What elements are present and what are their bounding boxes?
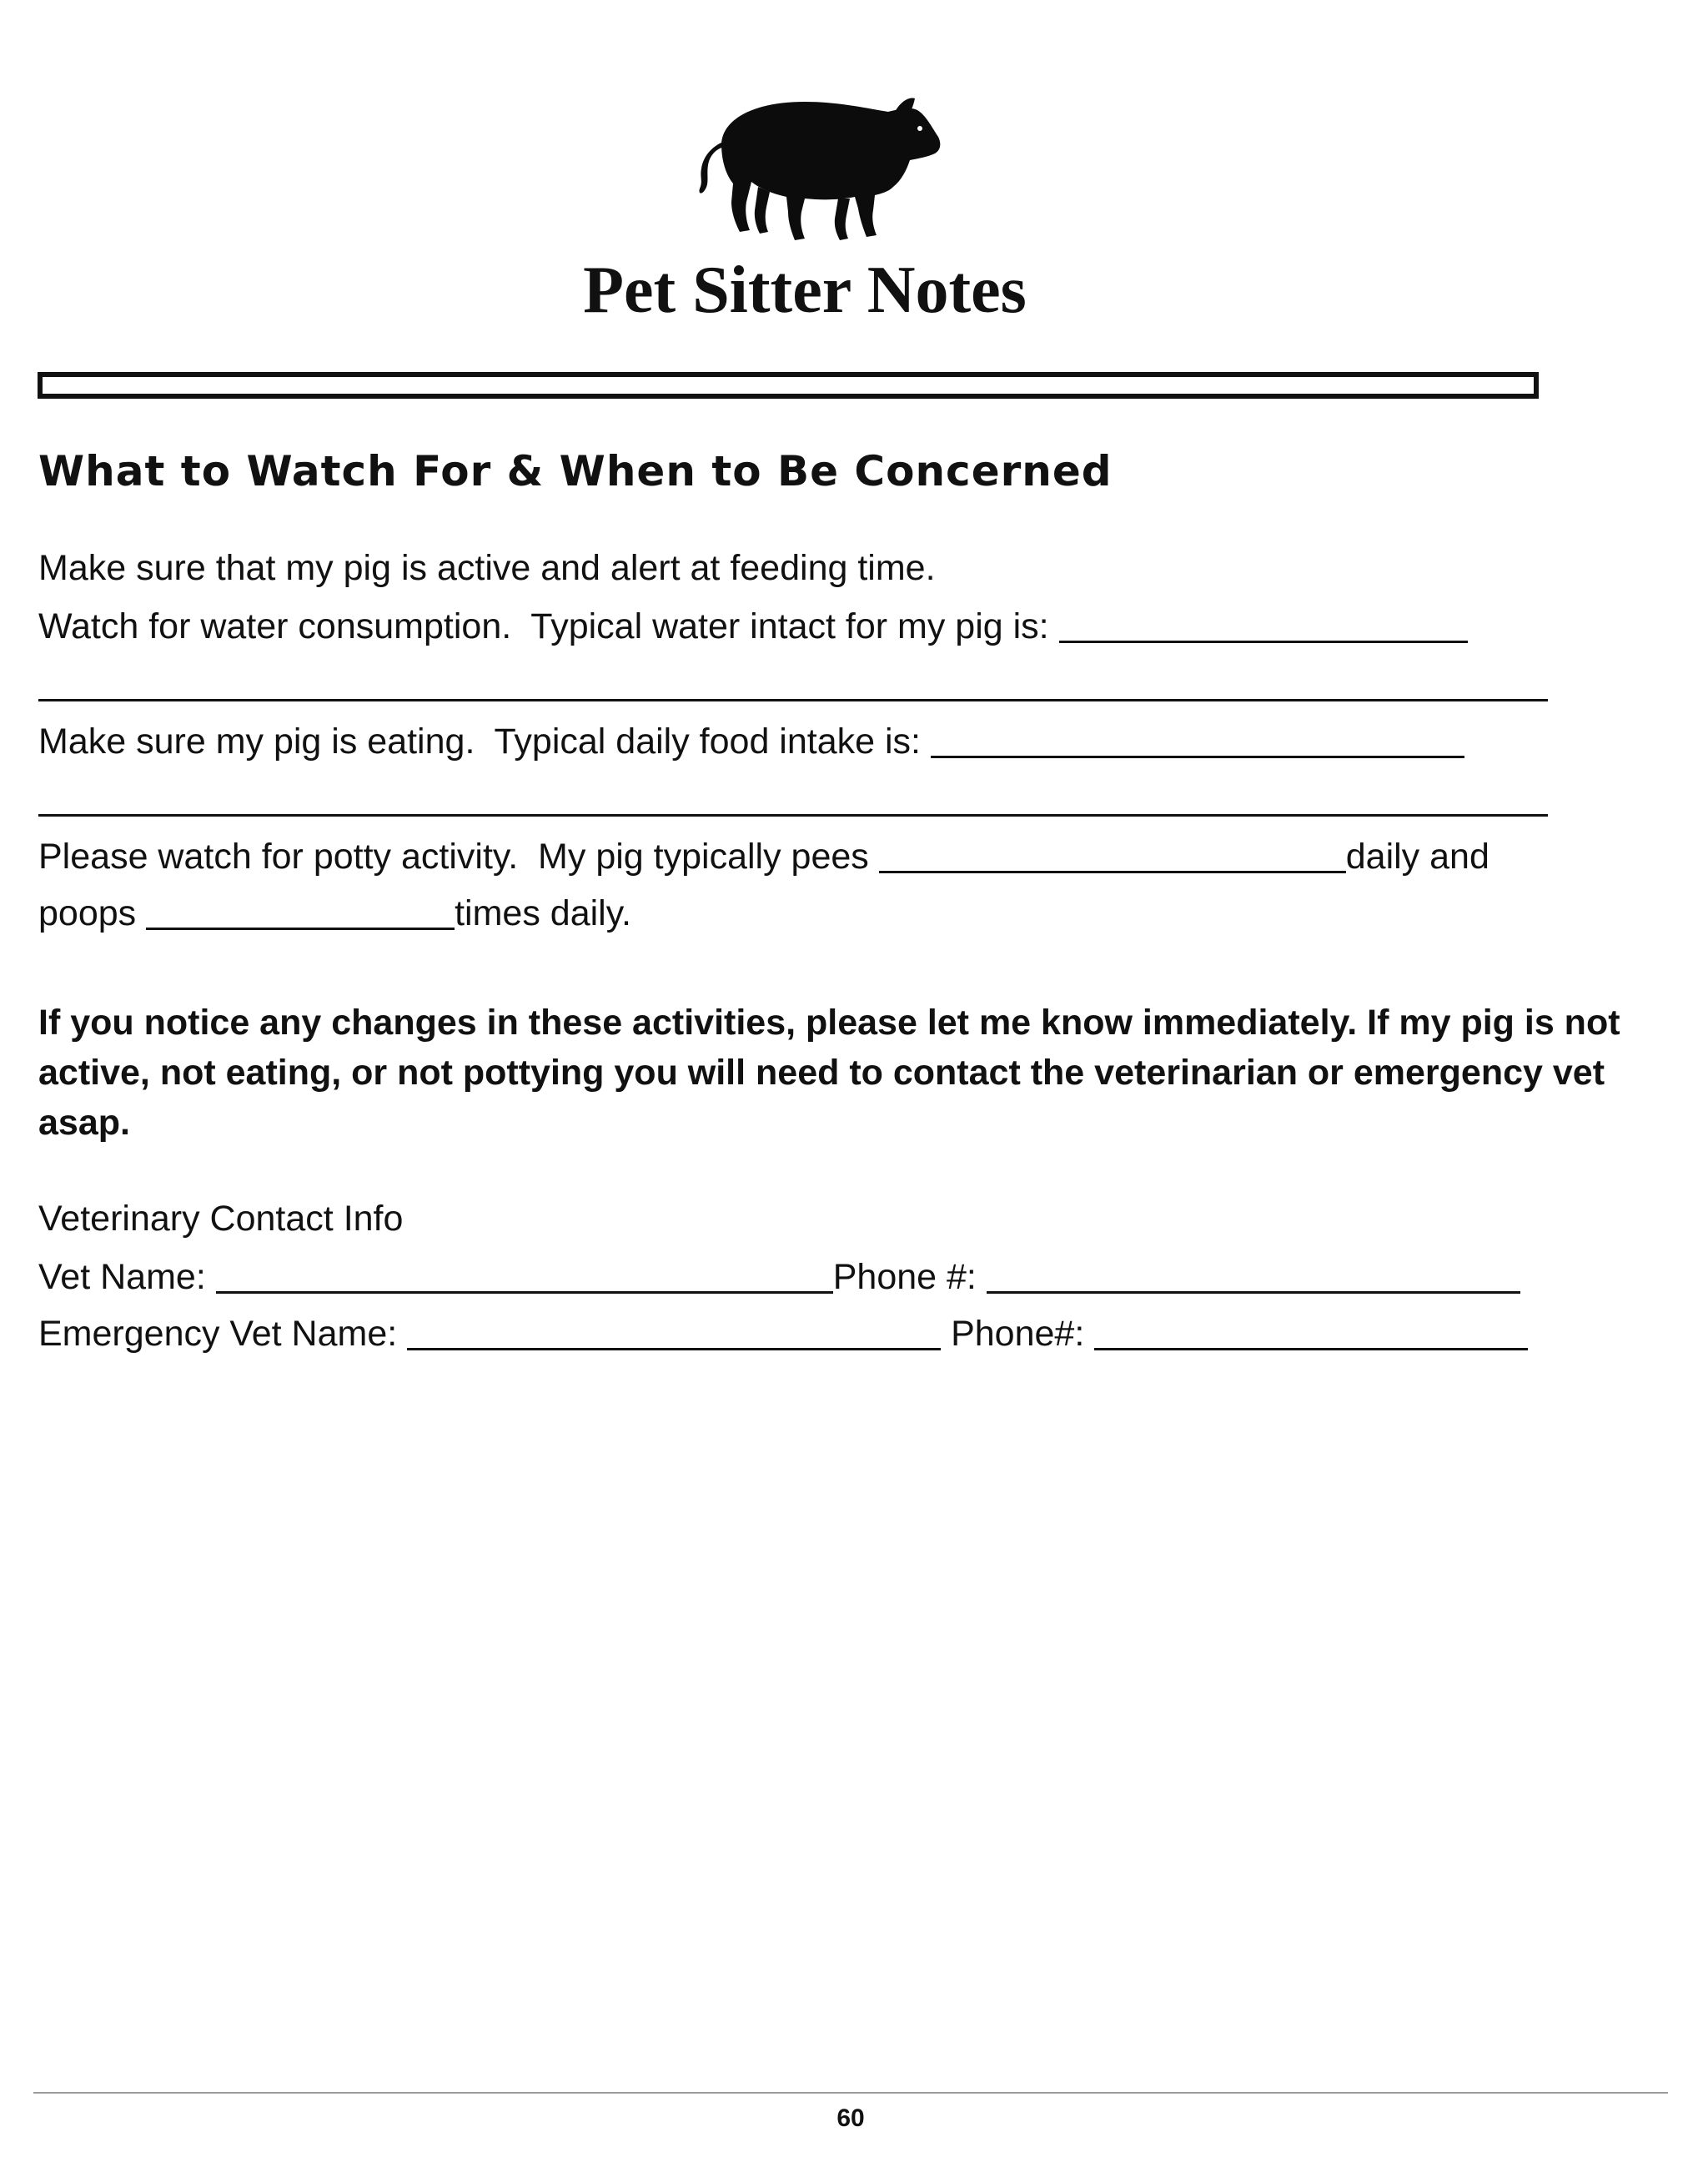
vet-phone-field[interactable] <box>987 1258 1520 1294</box>
vet-phone-label: Phone #: <box>832 1257 987 1297</box>
vet-name-field[interactable] <box>216 1258 833 1294</box>
water-text: Watch for water consumption. Typical water intact for my pig is: <box>38 606 1059 646</box>
active-instruction <box>38 548 936 588</box>
emergency-vet-name-field[interactable] <box>407 1315 941 1350</box>
emergency-vet-row <box>38 1315 1528 1352</box>
section-heading: What to Watch For & When to Be Concerned <box>38 447 1113 495</box>
poop-instruction <box>38 894 631 932</box>
potty-text-c: poops <box>38 893 147 933</box>
footer-rule <box>33 2092 1668 2094</box>
food-intake-field-continued[interactable] <box>38 781 1548 817</box>
title-box-rule <box>38 372 1539 399</box>
food-intake-field[interactable] <box>931 722 1464 758</box>
page-title: Pet Sitter Notes <box>583 254 1027 327</box>
contact-heading-text: Veterinary Contact Info <box>38 1199 404 1239</box>
potty-text-d: times daily. <box>455 893 631 933</box>
page-number: 60 <box>836 2104 865 2132</box>
concern-warning: If you notice any changes in these activities, please let me know immediately. If my pig is not active, not eating, or not pottying you will need to contact the veterinarian or emergency vet asap. <box>38 1003 1620 1143</box>
food-continuation-line <box>38 781 1548 818</box>
pig-silhouette-icon <box>688 93 955 252</box>
emergency-vet-label: Emergency Vet Name: <box>38 1314 408 1354</box>
vet-name-label: Vet Name: <box>38 1257 216 1297</box>
emergency-phone-field[interactable] <box>1094 1315 1528 1350</box>
water-continuation-line <box>38 666 1548 703</box>
poop-count-field[interactable] <box>146 894 455 930</box>
potty-text-a: Please watch for potty activity. My pig typically pees <box>38 837 879 877</box>
water-intake-field-continued[interactable] <box>38 666 1548 701</box>
water-instruction <box>38 607 1468 645</box>
active-text: Make sure that my pig is active and alert at feeding time. <box>38 548 936 588</box>
potty-instruction <box>38 837 1489 875</box>
water-intake-field[interactable] <box>1059 607 1468 643</box>
potty-text-b: daily and <box>1345 837 1489 877</box>
pee-count-field[interactable] <box>879 837 1346 873</box>
vet-contact-row <box>38 1258 1520 1295</box>
food-text: Make sure my pig is eating. Typical daily food intake is: <box>38 721 931 762</box>
food-instruction <box>38 722 1464 760</box>
contact-heading <box>38 1201 403 1237</box>
emergency-phone-label: Phone#: <box>941 1314 1095 1354</box>
